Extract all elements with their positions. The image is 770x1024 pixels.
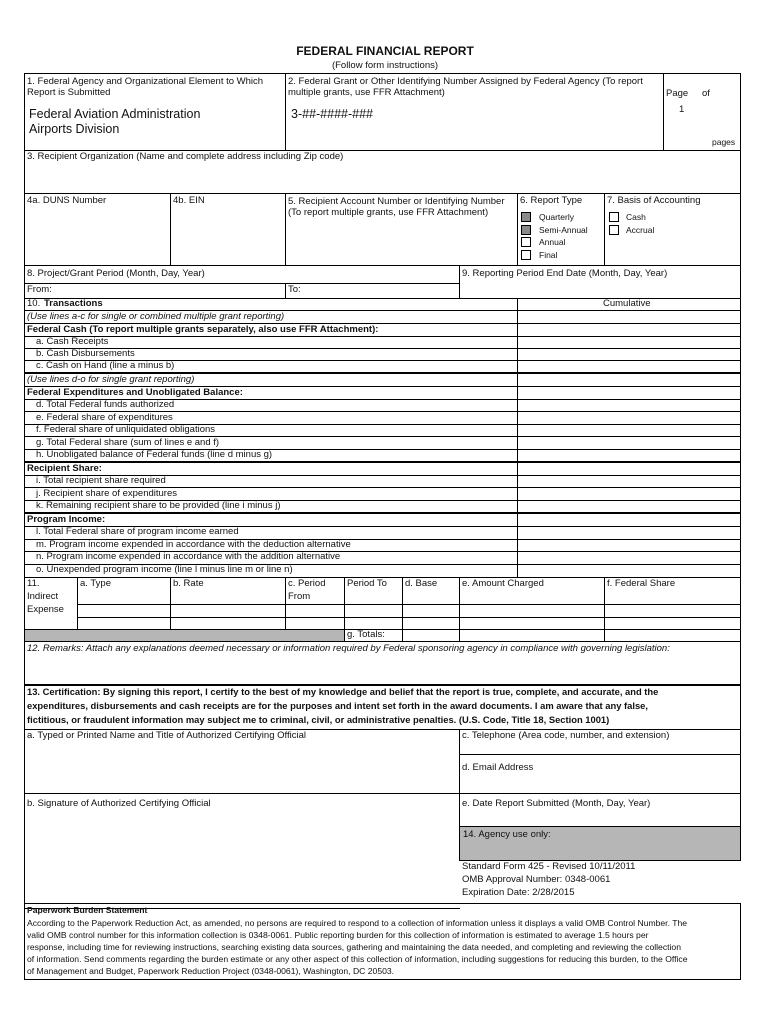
rate-header: b. Rate — [173, 578, 204, 589]
line-c: c. Cash on Hand (line a minus b) — [36, 360, 175, 371]
cumulative-header: Cumulative — [603, 298, 651, 309]
page-label: Page — [666, 88, 689, 99]
note-lines-a-c: (Use lines a-c for single or combined multiple grant reporting) — [27, 311, 285, 322]
remarks-label: 12. Remarks: Attach any explanations deemed necessary or information required by Federal sponsoring agency in compliance with governing legislation: — [27, 643, 670, 654]
annual-label: Annual — [539, 237, 566, 247]
program-income-heading: Program Income: — [27, 514, 106, 525]
date-submitted-label: e. Date Report Submitted (Month, Day, Year) — [462, 798, 651, 809]
expense-label: Expense — [27, 604, 64, 615]
quarterly-label: Quarterly — [539, 212, 574, 222]
certification-line-1: 13. Certification: By signing this report, I certify to the best of my knowledge and belief that the report is true, complete, and accurate, and the — [27, 686, 659, 697]
email-label: d. Email Address — [462, 762, 534, 773]
line-e: e. Federal share of expenditures — [36, 412, 173, 423]
burden-line-1: According to the Paperwork Reduction Act, as amended, no persons are required to respond to a collection of information unless it displays a valid OMB Control Number. The — [27, 918, 688, 928]
line-l: l. Total Federal share of program income earned — [36, 526, 239, 537]
box11-number: 11. — [27, 578, 40, 589]
period-from-label: From: — [27, 284, 52, 295]
accrual-checkbox[interactable] — [609, 225, 619, 235]
semi-annual-checkbox[interactable] — [521, 225, 531, 235]
federal-share-header: f. Federal Share — [607, 578, 676, 589]
box1-label: 1. Federal Agency and Organizational Element to Which Report is Submitted — [27, 76, 264, 99]
semi-annual-label: Semi-Annual — [539, 225, 588, 235]
burden-title: Paperwork Burden Statement — [27, 905, 148, 915]
line-j: j. Recipient share of expenditures — [36, 488, 177, 499]
of-label: of — [702, 88, 710, 99]
accrual-label: Accrual — [626, 225, 655, 235]
base-header: d. Base — [405, 578, 438, 589]
cash-label: Cash — [626, 212, 646, 222]
line-a: a. Cash Receipts — [36, 336, 109, 347]
signature-label: b. Signature of Authorized Certifying Official — [27, 798, 211, 809]
final-checkbox[interactable] — [521, 250, 531, 260]
line-o: o. Unexpended program income (line l minus line m or line n) — [36, 564, 293, 575]
box6-label: 6. Report Type — [520, 195, 583, 206]
note-lines-d-o: (Use lines d-o for single grant reporting) — [27, 374, 195, 385]
agency-use-label: 14. Agency use only: — [463, 829, 551, 840]
line-h: h. Unobligated balance of Federal funds (line d minus g) — [36, 449, 273, 460]
annual-checkbox[interactable] — [521, 237, 531, 247]
form-title: FEDERAL FINANCIAL REPORT — [296, 44, 474, 58]
burden-line-2: valid OMB control number for this information collection is 0348-0061. Public reporting burden for this collection of information is estimated to average 1.5 hours per — [27, 930, 649, 940]
period-from-header-2: From — [288, 591, 311, 602]
certification-line-2: expenditures, disbursements and cash receipts are for the purposes and intent set forth in the award documents. I am aware that any false, — [27, 700, 648, 711]
indirect-label: Indirect — [27, 591, 59, 602]
federal-cash-heading: Federal Cash (To report multiple grants separately, also use FFR Attachment): — [27, 324, 379, 335]
cash-checkbox[interactable] — [609, 212, 619, 222]
grant-number[interactable]: 3-##-####-### — [291, 107, 374, 121]
totals-label: g. Totals: — [347, 629, 385, 640]
box10-title: Transactions — [44, 298, 103, 309]
certifying-official-name-label: a. Typed or Printed Name and Title of Authorized Certifying Official — [27, 730, 306, 741]
final-label: Final — [539, 250, 558, 260]
totals-shaded-area — [25, 630, 344, 641]
period-to-header: Period To — [347, 578, 387, 589]
federal-expenditures-heading: Federal Expenditures and Unobligated Balance: — [27, 387, 243, 398]
line-d: d. Total Federal funds authorized — [36, 399, 175, 410]
box8-label: 8. Project/Grant Period (Month, Day, Year) — [27, 268, 205, 279]
line-g: g. Total Federal share (sum of lines e and f) — [36, 437, 220, 448]
line-i: i. Total recipient share required — [36, 475, 166, 486]
recipient-share-heading: Recipient Share: — [27, 463, 102, 474]
box4a-label: 4a. DUNS Number — [27, 195, 107, 206]
box3-label: 3. Recipient Organization (Name and complete address including Zip code) — [27, 151, 344, 162]
quarterly-checkbox[interactable] — [521, 212, 531, 222]
box4b-label: 4b. EIN — [173, 195, 205, 206]
form-number: Standard Form 425 - Revised 10/11/2011 — [462, 861, 636, 872]
period-from-header: c. Period — [288, 578, 326, 589]
period-to-label: To: — [288, 284, 301, 295]
box2-label: 2. Federal Grant or Other Identifying Number Assigned by Federal Agency (To report multiple grants, use FFR Attachment) — [288, 76, 643, 99]
amount-charged-header: e. Amount Charged — [462, 578, 544, 589]
line-f: f. Federal share of unliquidated obligations — [36, 424, 216, 435]
page-number[interactable]: 1 — [679, 104, 685, 115]
line-k: k. Remaining recipient share to be provided (line i minus j) — [36, 500, 281, 511]
box10-number: 10. — [27, 298, 41, 309]
burden-line-4: of information. Send comments regarding the burden estimate or any other aspect of this collection of information, including suggestions for reducing this burden, to the Office — [27, 954, 688, 964]
type-header: a. Type — [80, 578, 111, 589]
burden-line-5: of Management and Budget, Paperwork Reduction Project (0348-0061), Washington, DC 20503. — [27, 966, 395, 976]
certification-line-3: fictitious, or fraudulent information may subject me to criminal, civil, or administrative penalties. (U.S. Code, Title 18, Section 1001) — [27, 714, 610, 725]
form-subtitle: (Follow form instructions) — [331, 60, 439, 71]
box5-label: 5. Recipient Account Number or Identifying Number (To report multiple grants, use FFR Attachment) — [288, 196, 505, 219]
line-m: m. Program income expended in accordance with the deduction alternative — [36, 539, 351, 550]
box9-label: 9. Reporting Period End Date (Month, Day, Year) — [462, 268, 668, 279]
telephone-label: c. Telephone (Area code, number, and extension) — [462, 730, 670, 741]
burden-line-3: response, including time for reviewing instructions, searching existing data sources, gathering and maintaining the data needed, and completing and reviewing the collection — [27, 942, 681, 952]
agency-name[interactable]: Federal Aviation Administration — [29, 107, 201, 121]
line-b: b. Cash Disbursements — [36, 348, 135, 359]
pages-label: pages — [712, 137, 736, 147]
agency-division[interactable]: Airports Division — [29, 122, 120, 136]
box7-label: 7. Basis of Accounting — [607, 195, 701, 206]
omb-number: OMB Approval Number: 0348-0061 — [462, 874, 611, 885]
expiration-date: Expiration Date: 2/28/2015 — [462, 887, 575, 898]
line-n: n. Program income expended in accordance with the addition alternative — [36, 551, 341, 562]
